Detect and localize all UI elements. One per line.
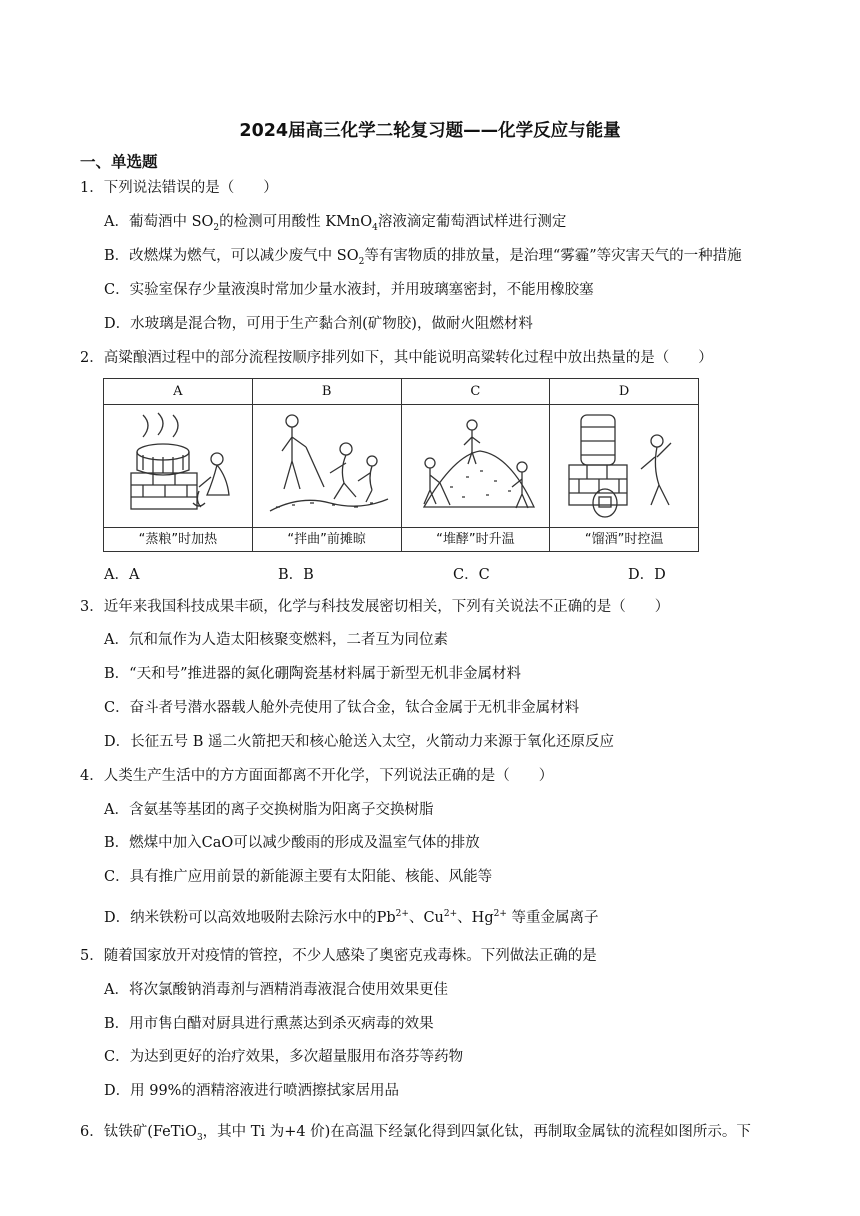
question-3-option-a: A．氘和氚作为人造太阳核聚变燃料，二者互为同位素 — [104, 632, 448, 648]
question-5-option-a: A．将次氯酸钠消毒剂与酒精消毒液混合使用效果更佳 — [104, 982, 448, 998]
document-title: 2024届高三化学二轮复习题——化学反应与能量 — [239, 121, 621, 141]
question-2-option-a: A．A — [104, 567, 140, 583]
panel-letter: A — [104, 379, 252, 405]
question-4-option-a: A．含氨基等基团的离子交换树脂为阳离子交换树脂 — [104, 802, 434, 818]
question-1-option-b: B．改燃煤为燃气，可以减少废气中 $SO_2$等有害物质的排放量，是治理“雾霾”等灾害天气的一种措施 — [104, 248, 742, 267]
liquor-process-figure — [103, 378, 699, 552]
figure-panel-d — [550, 379, 698, 551]
panel-caption: “拌曲”前摊晾 — [253, 527, 401, 551]
figure-panel-c — [402, 379, 551, 551]
question-4-option-b: B．燃煤中加入CaO可以减少酸雨的形成及温室气体的排放 — [104, 835, 480, 851]
figure-panel-b — [253, 379, 402, 551]
question-5-option-c: C．为达到更好的治疗效果，多次超量服用布洛芬等药物 — [104, 1049, 464, 1065]
question-2-option-b: B．B — [278, 567, 314, 583]
question-5-option-d: D．用 99%的酒精溶液进行喷洒擦拭家居用品 — [104, 1083, 399, 1099]
question-1-option-d: D．水玻璃是混合物，可用于生产黏合剂(矿物胶)，做耐火阻燃材料 — [104, 316, 533, 332]
panel-letter: B — [253, 379, 401, 405]
question-1-stem: 1．下列说法错误的是（ ） — [80, 180, 278, 196]
question-4-option-d: D．纳米铁粉可以高效地吸附去除污水中的$Pb^{2+}$、$Cu^{2+}$、$Hg^{2+}$ 等重金属离子 — [104, 909, 599, 926]
spreading-illustration — [253, 405, 401, 527]
panel-letter: D — [550, 379, 698, 405]
distilling-illustration — [550, 405, 698, 527]
question-1-option-a: A．葡萄酒中 $SO_2$的检测可用酸性 KMnO$_4$溶液滴定葡萄酒试样进行测定 — [104, 214, 567, 233]
question-5-stem: 5．随着国家放开对疫情的管控，不少人感染了奥密克戎毒株。下列做法正确的是 — [80, 948, 597, 964]
panel-caption: “馏酒”时控温 — [550, 527, 698, 551]
question-2-option-d: D．D — [628, 567, 666, 583]
section-heading: 一、单选题 — [80, 153, 158, 171]
question-6-stem: 6．钛铁矿(FeTiO$_3$，其中 Ti 为+4 价)在高温下经氯化得到四氯化钛，再制取金属钛的流程如图所示。下 — [80, 1124, 751, 1143]
question-1-option-c: C．实验室保存少量液溴时常加少量水液封，并用玻璃塞密封，不能用橡胶塞 — [104, 282, 594, 298]
question-3-stem: 3．近年来我国科技成果丰硕，化学与科技发展密切相关，下列有关说法不正确的是（ ） — [80, 599, 670, 615]
question-2-stem: 2．高粱酿酒过程中的部分流程按顺序排列如下，其中能说明高粱转化过程中放出热量的是（ ） — [80, 350, 713, 366]
question-3-option-d: D．长征五号 B 遥二火箭把天和核心舱送入太空，火箭动力来源于氧化还原反应 — [104, 734, 614, 750]
panel-letter: C — [402, 379, 550, 405]
question-3-option-c: C．奋斗者号潜水器载人舱外壳使用了钛合金，钛合金属于无机非金属材料 — [104, 700, 580, 716]
figure-panel-a — [104, 379, 253, 551]
fermentation-pile-illustration — [402, 405, 550, 527]
question-4-stem: 4．人类生产生活中的方方面面都离不开化学，下列说法正确的是（ ） — [80, 768, 554, 784]
panel-caption: “蒸粮”时加热 — [104, 527, 252, 551]
question-4-option-c: C．具有推广应用前景的新能源主要有太阳能、核能、风能等 — [104, 869, 493, 885]
question-2-option-c: C．C — [453, 567, 490, 583]
question-3-option-b: B．“天和号”推进器的氮化硼陶瓷基材料属于新型无机非金属材料 — [104, 666, 521, 682]
steaming-illustration — [104, 405, 252, 527]
panel-caption: “堆酵”时升温 — [402, 527, 550, 551]
question-5-option-b: B．用市售白醋对厨具进行熏蒸达到杀灭病毒的效果 — [104, 1016, 434, 1032]
